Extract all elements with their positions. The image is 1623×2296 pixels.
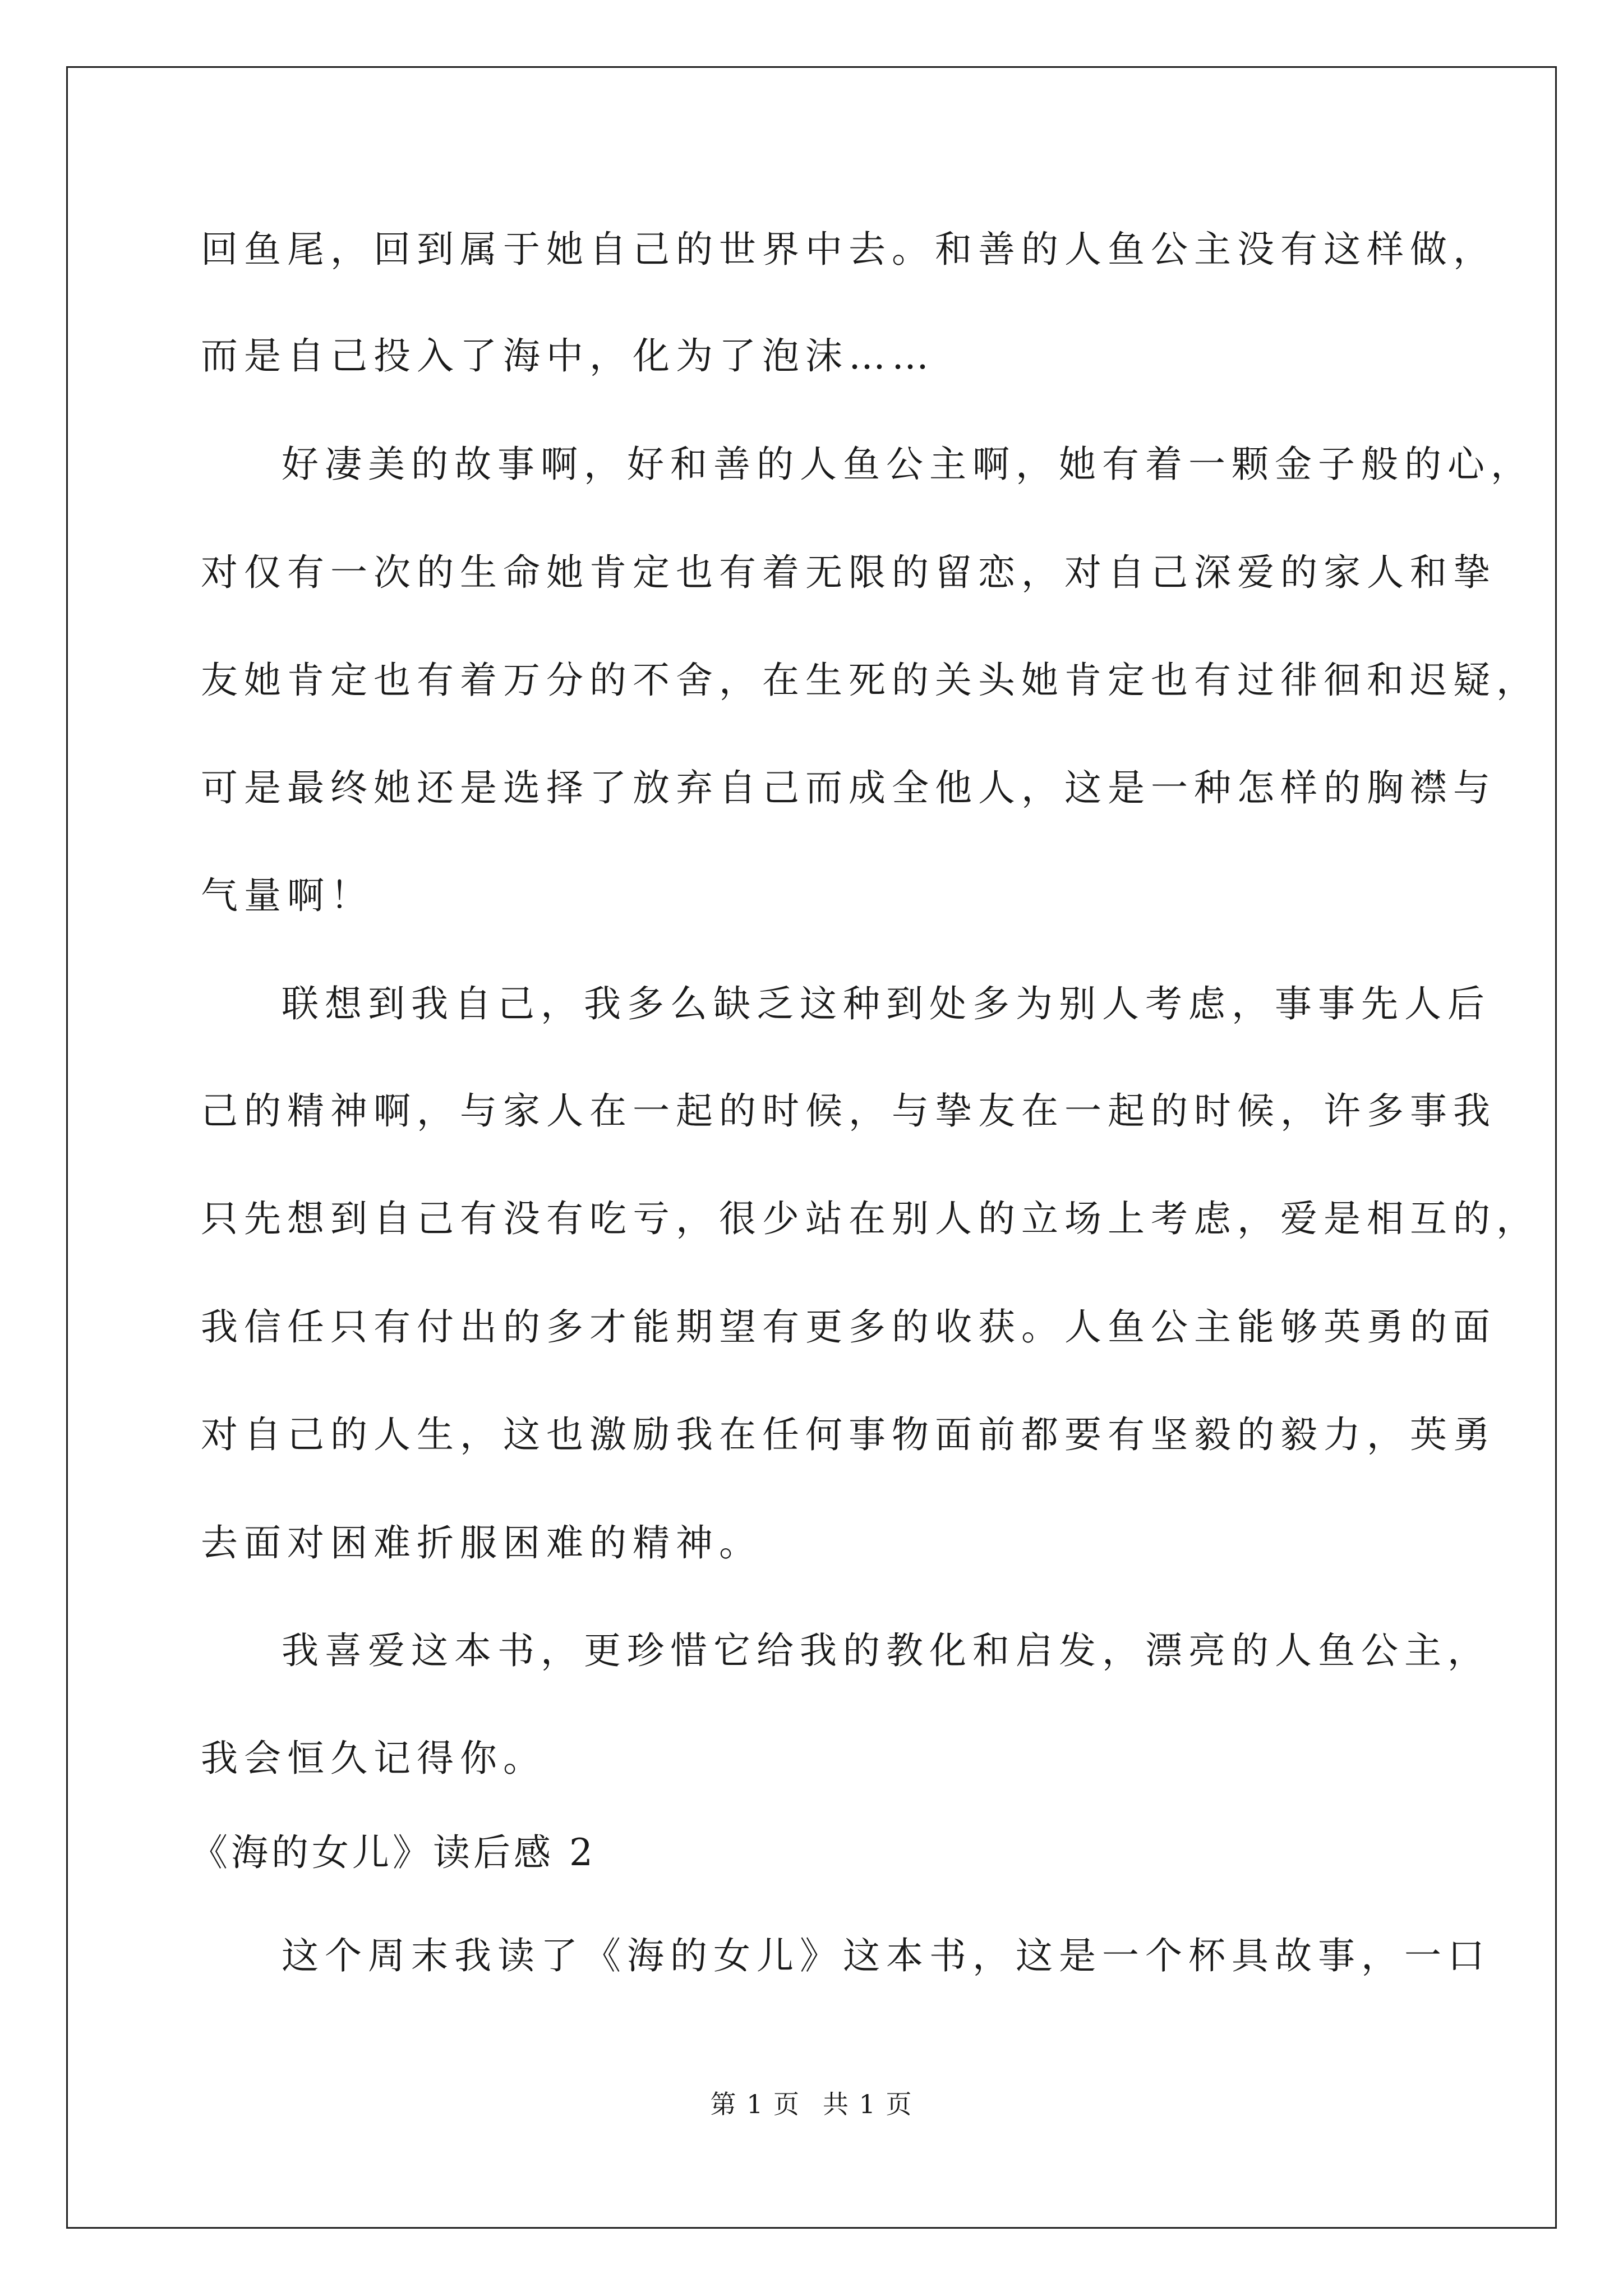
text-line: 我喜爱这本书，更珍惜它给我的教化和启发，漂亮的人鱼公主， [282,1629,1491,1672]
text-line: 对仅有一次的生命她肯定也有着无限的留恋，对自己深爱的家人和挚 [201,551,1496,594]
text-line: 我会恒久记得你。 [201,1737,546,1780]
text-line: 友她肯定也有着万分的不舍，在生死的关头她肯定也有过徘徊和迟疑， [201,659,1539,702]
text-line: 可是最终她还是选择了放弃自己而成全他人，这是一种怎样的胸襟与 [201,766,1496,809]
text-line: 而是自己投入了海中，化为了泡沫…… [201,334,935,378]
page-footer [0,2091,1623,2117]
text-line: 我信任只有付出的多才能期望有更多的收获。人鱼公主能够英勇的面 [201,1305,1496,1349]
text-line: 这个周末我读了《海的女儿》这本书，这是一个杯具故事，一口 [282,1934,1491,1977]
text-line: 去面对困难折服困难的精神。 [201,1521,762,1565]
text-line: 联想到我自己，我多么缺乏这种到处多为别人考虑，事事先人后 [282,982,1491,1025]
text-line: 好凄美的故事啊，好和善的人鱼公主啊，她有着一颗金子般的心， [282,443,1534,486]
text-line: 回鱼尾，回到属于她自己的世界中去。和善的人鱼公主没有这样做， [201,228,1496,271]
text-line: 只先想到自己有没有吃亏，很少站在别人的立场上考虑，爱是相互的， [201,1197,1539,1240]
text-line: 对自己的人生，这也激励我在任何事物面前都要有坚毅的毅力，英勇 [201,1413,1496,1456]
text-line: 己的精神啊，与家人在一起的时候，与挚友在一起的时候，许多事我 [201,1089,1496,1133]
section-heading: 《海的女儿》读后感 2 [191,1831,596,1874]
page-border [66,66,1557,2229]
page-total: 共 1 页 [823,2089,913,2119]
page-number: 第 1 页 [710,2089,800,2119]
text-line: 气量啊！ [201,874,374,917]
